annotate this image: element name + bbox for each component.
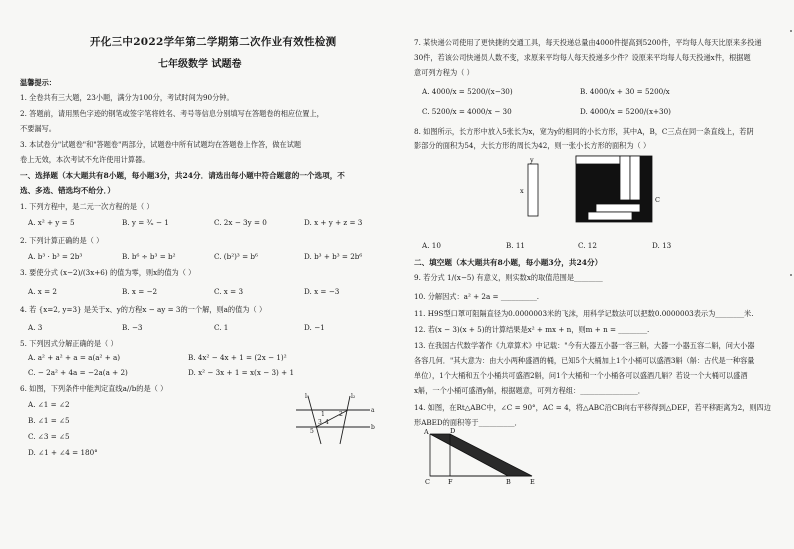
q7-option-c: C. 5200/x = 4000/x − 30 bbox=[422, 107, 512, 116]
label-c: C bbox=[425, 478, 430, 486]
q6-option-c: C. ∠3 = ∠5 bbox=[28, 432, 70, 441]
q5-option-b: B. 4x² − 4x + 1 = (2x − 1)² bbox=[188, 353, 287, 362]
section2-heading: 二、填空题（本大题共有8小题，每小题3分，共24分） bbox=[414, 258, 603, 267]
q7-option-b: B. 4000/x + 30 = 5200/x bbox=[580, 87, 670, 96]
tip-line: 不要漏写。 bbox=[20, 124, 56, 133]
q6-option-b: B. ∠1 = ∠5 bbox=[28, 416, 70, 425]
question-5-stem: 5. 下列因式分解正确的是（ ） bbox=[20, 339, 118, 348]
piece-vertical-2 bbox=[630, 156, 640, 200]
label-c: C bbox=[655, 196, 660, 204]
q1-option-d: D. x + y + z = 3 bbox=[304, 218, 363, 227]
q7-line: 意可列方程为（ ） bbox=[414, 68, 474, 77]
shaded-quadrilateral-abed bbox=[430, 434, 532, 476]
question-14-line: 14. 如图，在Rt△ABC中，∠C = 90°，AC = 4，将△ABC沿CB向右平移得到△DEF，若平移距离为2，则四边 bbox=[414, 403, 771, 412]
q8-option-d: D. 13 bbox=[652, 241, 672, 250]
binding-hole bbox=[790, 274, 792, 276]
section1-heading: 一、选择题（本大题共有8小题，每小题3分，共24分．请选出每小题中符合题意的一个选项，不 bbox=[20, 171, 345, 180]
q1-option-c: C. 2x − 3y = 0 bbox=[214, 218, 267, 227]
tip-line: 卷上无效，本次考试不允许使用计算器。 bbox=[20, 155, 150, 164]
q4-option-b: B. −3 bbox=[122, 323, 143, 332]
piece-lower-1 bbox=[596, 204, 640, 212]
exam-title: 开化三中2022学年第二学期第二次作业有效性检测 bbox=[90, 36, 337, 48]
question-13-line: 各容几何．"其大意为：由大小两种盛酒的桶，已知5个大桶加上1个小桶可以盛酒3斛（斛：古代是一种容量 bbox=[414, 356, 755, 365]
label-b: b bbox=[371, 424, 375, 431]
line-l2 bbox=[340, 396, 350, 444]
question-13-line: x斛，一个小桶可盛酒y斛，根据题意，可列方程组：________________． bbox=[414, 386, 645, 395]
angle-2: 2 bbox=[339, 411, 343, 418]
q14-translation-figure bbox=[420, 428, 550, 486]
label-e: E bbox=[530, 478, 535, 486]
q8-option-b: B. 11 bbox=[506, 241, 525, 250]
question-11: 11. H9S型口罩可阻隔直径为0.0000003米的飞沫，用科学记数法可以把数0.0000003表示为________米. bbox=[414, 309, 754, 318]
q7-line: 7. 某快递公司使用了更快捷的交通工具，每天投递总量由4000件提高到5200件，平均每人每天比原来多投递 bbox=[414, 38, 762, 47]
question-2-stem: 2. 下列计算正确的是（ ） bbox=[20, 236, 104, 245]
question-13-line: 单位），1个大桶和五个小桶共可盛酒2斛，问1个大桶和一个小桶各可以盛酒几斛？若设一个大桶可以盛酒 bbox=[414, 371, 748, 380]
label-b: B bbox=[506, 478, 511, 486]
q5-option-a: A. a² + a² + a = a(a² + a) bbox=[28, 353, 121, 362]
exam-subtitle: 七年级数学 试题卷 bbox=[158, 59, 242, 70]
tips-heading: 温馨提示： bbox=[20, 78, 56, 87]
q6-parallel-lines-figure bbox=[288, 392, 378, 448]
q6-option-a: A. ∠1 = ∠2 bbox=[28, 400, 70, 409]
question-3-stem: 3. 要使分式 (x−2)/(3x+6) 的值为零，则x的值为（ ） bbox=[20, 268, 196, 277]
tip-line: 3. 本试卷分"试题卷"和"答题卷"两部分，试题卷中所有试题均在答题卷上作答，做在试题 bbox=[20, 140, 302, 149]
small-rectangle-y-by-x bbox=[528, 164, 538, 216]
q8-option-c: C. 12 bbox=[578, 241, 597, 250]
q4-option-c: C. 1 bbox=[214, 323, 229, 332]
tip-line: 2. 答题前，请用黑色字迹的钢笔或签字笔将姓名、考号等信息分别填写在答题卷的相应位置上， bbox=[20, 109, 324, 118]
q4-option-d: D. −1 bbox=[304, 323, 325, 332]
piece-vertical-1 bbox=[620, 156, 630, 200]
question-14-line: 形ABED的面积等于__________． bbox=[414, 418, 522, 427]
q3-option-d: D. x = −3 bbox=[304, 287, 340, 296]
q5-option-d: D. x² − 3x + 1 = x(x − 3) + 1 bbox=[188, 368, 295, 377]
q3-option-b: B. x = −2 bbox=[122, 287, 158, 296]
question-13-line: 13. 在我国古代数学著作《九章算术》中记载："今有大器五小器一容三斛，大器一小器五容二斛，问大小器 bbox=[414, 341, 755, 350]
question-12: 12. 若(x − 3)(x + 5)的计算结果是x² + mx + n，则m + n = ________. bbox=[414, 325, 650, 334]
angle-1: 1 bbox=[321, 411, 325, 418]
q2-option-c: C. (b²)³ = b⁶ bbox=[214, 252, 258, 261]
question-4-stem: 4. 若 {x=2, y=3} 是关于x、y的方程x − ay = 3的一个解，则a的值为（ ） bbox=[20, 305, 267, 314]
q8-line: 8. 如图所示，长方形中放入5张长为x，宽为y的相同的小长方形，其中A，B，C三点在同一条直线上，若阴 bbox=[414, 127, 754, 136]
piece-top bbox=[576, 156, 620, 164]
label-f: F bbox=[448, 478, 453, 486]
question-1-stem: 1. 下列方程中，是二元一次方程的是（ ） bbox=[20, 202, 154, 211]
q2-option-b: B. b⁶ ÷ b³ = b² bbox=[122, 252, 176, 261]
q6-option-d: D. ∠1 + ∠4 = 180° bbox=[28, 448, 98, 457]
section1-heading-cont: 选、多选、错选均不给分．） bbox=[20, 186, 115, 195]
label-d: D bbox=[450, 428, 456, 435]
label-x: x bbox=[520, 187, 524, 195]
label-a: a bbox=[371, 407, 375, 414]
angle-5: 5 bbox=[310, 428, 314, 435]
q3-option-a: A. x = 2 bbox=[28, 287, 57, 296]
q7-line: 30件，若该公司快递员人数不变，求原来平均每人每天投递多少件？设原来平均每人每天投递x件，根据题 bbox=[414, 53, 751, 62]
q7-option-d: D. 4000/x = 5200/(x+30) bbox=[580, 107, 671, 116]
q7-option-a: A. 4000/x = 5200/(x−30) bbox=[422, 87, 513, 96]
label-l2: l₂ bbox=[351, 393, 356, 400]
q1-option-b: B. y = ³⁄ₓ − 1 bbox=[122, 218, 169, 227]
label-y: y bbox=[530, 156, 534, 164]
question-6-stem: 6. 如图，下列条件中能判定直线a//b的是（ ） bbox=[20, 384, 168, 393]
piece-lower-2 bbox=[588, 212, 632, 220]
q8-option-a: A. 10 bbox=[422, 241, 441, 250]
q1-option-a: A. x² + y = 5 bbox=[28, 218, 75, 227]
angle-4: 4 bbox=[325, 419, 329, 426]
label-a: A bbox=[424, 428, 429, 436]
q3-option-c: C. x = 3 bbox=[214, 287, 244, 296]
tip-line: 1. 全卷共有三大题，23小题，满分为100分，考试时间为90分钟。 bbox=[20, 93, 234, 102]
question-10: 10. 分解因式：a² + 2a = __________. bbox=[414, 292, 540, 301]
q5-option-c: C. − 2a² + 4a = −2a(a + 2) bbox=[28, 368, 128, 377]
q2-option-d: D. b³ + b³ = 2b⁶ bbox=[304, 252, 363, 261]
binding-hole bbox=[790, 30, 792, 32]
q8-line: 影部分的面积为54，大长方形的周长为42，则一张小长方形的面积为（ ） bbox=[414, 141, 651, 150]
q8-rectangle-figure bbox=[516, 154, 676, 228]
q2-option-a: A. b³ · b³ = 2b³ bbox=[28, 252, 83, 261]
q4-option-a: A. 3 bbox=[28, 323, 43, 332]
angle-3: 3 bbox=[318, 419, 322, 426]
label-l1: l₁ bbox=[305, 393, 310, 400]
question-9: 9. 若分式 1/(x−5) 有意义，则实数x的取值范围是________ bbox=[414, 273, 603, 282]
